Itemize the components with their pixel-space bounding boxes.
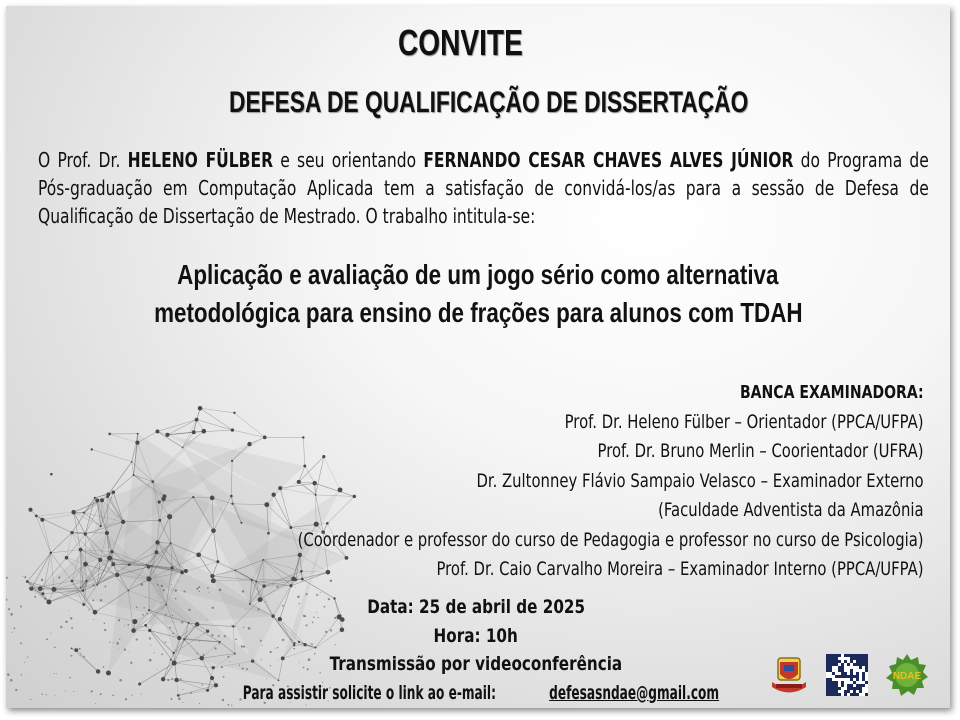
network-dust bbox=[196, 588, 198, 590]
qr-module bbox=[844, 672, 847, 675]
network-dust bbox=[104, 585, 106, 587]
qr-module bbox=[856, 675, 859, 678]
qr-module bbox=[859, 666, 862, 669]
network-dust bbox=[171, 590, 172, 591]
network-node bbox=[40, 518, 44, 522]
qr-module bbox=[853, 675, 856, 678]
qr-module bbox=[859, 687, 862, 690]
qr-module bbox=[838, 669, 841, 672]
qr-module bbox=[859, 660, 862, 663]
event-date: Data: 25 de abril de 2025 bbox=[367, 596, 585, 618]
network-node bbox=[262, 584, 265, 587]
network-dust bbox=[163, 589, 165, 591]
banca-member: Prof. Dr. Caio Carvalho Moreira – Examinador Interno (PPCA/UFPA) bbox=[436, 558, 924, 580]
qr-module bbox=[832, 663, 835, 666]
qr-module bbox=[862, 663, 865, 666]
qr-module bbox=[859, 690, 862, 693]
banca-member: Prof. Dr. Bruno Merlin – Coorientador (UFRA) bbox=[597, 440, 924, 462]
qr-module bbox=[865, 660, 868, 663]
qr-module bbox=[856, 654, 859, 657]
qr-module bbox=[838, 687, 841, 690]
network-node bbox=[71, 510, 76, 515]
network-node bbox=[50, 473, 53, 476]
qr-module bbox=[856, 663, 859, 666]
qr-module bbox=[856, 684, 859, 687]
qr-module bbox=[838, 693, 841, 696]
network-dust bbox=[22, 576, 23, 577]
network-node bbox=[65, 556, 69, 560]
qr-module bbox=[850, 657, 853, 660]
qr-module bbox=[862, 675, 865, 678]
qr-module bbox=[826, 654, 829, 657]
qr-module bbox=[826, 693, 829, 696]
qr-module bbox=[829, 690, 832, 693]
qr-module bbox=[844, 693, 847, 696]
network-node bbox=[26, 580, 29, 583]
qr-module bbox=[847, 675, 850, 678]
qr-module bbox=[856, 678, 859, 681]
network-node bbox=[94, 497, 96, 499]
qr-module bbox=[835, 657, 838, 660]
qr-module bbox=[841, 675, 844, 678]
qr-module bbox=[829, 693, 832, 696]
qr-module bbox=[856, 693, 859, 696]
qr-module bbox=[841, 684, 844, 687]
qr-module bbox=[856, 672, 859, 675]
qr-module bbox=[835, 690, 838, 693]
qr-module bbox=[865, 693, 868, 696]
network-node bbox=[82, 589, 85, 592]
qr-module bbox=[865, 666, 868, 669]
qr-module bbox=[862, 660, 865, 663]
network-node bbox=[111, 562, 115, 566]
network-node bbox=[110, 550, 113, 553]
network-link bbox=[27, 553, 50, 582]
event-link-prefix: Para assistir solicite o link ao e-mail: bbox=[243, 681, 497, 704]
qr-module bbox=[835, 654, 838, 657]
qr-module bbox=[826, 684, 829, 687]
network-node bbox=[112, 490, 116, 494]
ndae-logo bbox=[884, 652, 930, 698]
qr-module bbox=[832, 693, 835, 696]
network-dust bbox=[295, 587, 296, 588]
qr-module bbox=[841, 666, 844, 669]
network-node bbox=[83, 512, 85, 514]
intro-text-3: do Programa de Pós-graduação em Computação Aplicada tem a satisfação de convidá-los/as para a sessão de Defesa de Qualificação de Dissertação de Mestrado. O trabalho intitula-se: bbox=[38, 148, 929, 228]
qr-module bbox=[835, 681, 838, 684]
network-node bbox=[95, 498, 99, 502]
network-node bbox=[96, 584, 98, 586]
qr-module bbox=[859, 684, 862, 687]
network-node bbox=[50, 552, 52, 554]
qr-module bbox=[829, 684, 832, 687]
qr-module bbox=[832, 681, 835, 684]
network-node bbox=[98, 558, 102, 562]
qr-module bbox=[826, 666, 829, 669]
qr-module bbox=[850, 687, 853, 690]
qr-module bbox=[844, 675, 847, 678]
qr-module bbox=[853, 681, 856, 684]
qr-module bbox=[835, 663, 838, 666]
network-node bbox=[91, 448, 93, 450]
network-dust bbox=[85, 582, 86, 583]
qr-module bbox=[847, 684, 850, 687]
qr-module bbox=[844, 660, 847, 663]
qr-module bbox=[850, 693, 853, 696]
qr-module bbox=[835, 684, 838, 687]
banca-member: Dr. Zultonney Flávio Sampaio Velasco – Examinador Externo bbox=[476, 469, 924, 492]
qr-module bbox=[853, 693, 856, 696]
qr-module bbox=[847, 690, 850, 693]
banca-heading: BANCA EXAMINADORA: bbox=[740, 382, 924, 403]
qr-module bbox=[829, 666, 832, 669]
network-dust bbox=[6, 577, 8, 579]
page-title: CONVITE bbox=[398, 22, 523, 63]
qr-module bbox=[841, 672, 844, 675]
banca-member: (Faculdade Adventista da Amazônia bbox=[658, 499, 924, 521]
network-node bbox=[84, 532, 87, 535]
qr-module bbox=[835, 660, 838, 663]
network-node bbox=[86, 580, 88, 582]
network-node bbox=[38, 586, 43, 591]
qr-module bbox=[844, 654, 847, 657]
network-dust bbox=[219, 589, 222, 592]
network-node bbox=[100, 498, 104, 502]
qr-module bbox=[865, 657, 868, 660]
qr-module bbox=[838, 675, 841, 678]
network-node bbox=[80, 587, 82, 589]
network-dust bbox=[92, 584, 94, 586]
network-dust bbox=[161, 585, 163, 587]
banca-member: (Coordenador e professor do curso de Pedagogia e professor no curso de Psicologia) bbox=[297, 528, 924, 551]
qr-module bbox=[853, 690, 856, 693]
qr-module bbox=[832, 690, 835, 693]
qr-module bbox=[865, 654, 868, 657]
event-link-line bbox=[212, 679, 741, 708]
qr-module bbox=[829, 669, 832, 672]
qr-module bbox=[826, 681, 829, 684]
network-node bbox=[127, 590, 129, 592]
network-link bbox=[51, 533, 72, 553]
qr-module bbox=[832, 687, 835, 690]
qr-module bbox=[862, 672, 865, 675]
network-node bbox=[108, 433, 111, 436]
event-time: Hora: 10h bbox=[433, 624, 519, 647]
qr-module bbox=[850, 654, 853, 657]
qr-module bbox=[841, 669, 844, 672]
qr-module bbox=[859, 663, 862, 666]
network-node bbox=[52, 587, 57, 592]
network-link bbox=[42, 520, 50, 553]
qr-module bbox=[850, 672, 853, 675]
qr-module bbox=[856, 660, 859, 663]
network-node bbox=[83, 562, 88, 567]
qr-module bbox=[856, 657, 859, 660]
email-link[interactable]: defesasndae@gmail.com bbox=[549, 681, 720, 704]
qr-module bbox=[829, 654, 832, 657]
qr-module bbox=[829, 657, 832, 660]
qr-module bbox=[862, 654, 865, 657]
qr-module bbox=[826, 678, 829, 681]
qr-module bbox=[847, 654, 850, 657]
ndae-logo-text: NDAE bbox=[892, 671, 922, 682]
qr-module bbox=[829, 687, 832, 690]
banca-member: Prof. Dr. Heleno Fülber – Orientador (PPCA/UFPA) bbox=[565, 410, 924, 433]
network-node bbox=[100, 525, 102, 527]
invitation-card bbox=[6, 6, 950, 708]
qr-module bbox=[835, 687, 838, 690]
qr-module bbox=[865, 669, 868, 672]
qr-module bbox=[853, 687, 856, 690]
qr-module bbox=[838, 660, 841, 663]
qr-module bbox=[826, 690, 829, 693]
qr-module bbox=[850, 678, 853, 681]
qr-module bbox=[832, 660, 835, 663]
network-dust bbox=[175, 589, 178, 592]
qr-module bbox=[865, 681, 868, 684]
network-node bbox=[35, 515, 38, 518]
qr-module bbox=[826, 687, 829, 690]
qr-module bbox=[859, 657, 862, 660]
network-node bbox=[79, 548, 83, 552]
qr-module bbox=[853, 663, 856, 666]
qr-module bbox=[826, 663, 829, 666]
work-title-line-2: metodológica para ensino de frações para alunos com TDAH bbox=[153, 297, 803, 328]
network-node bbox=[71, 580, 74, 583]
qr-module bbox=[832, 654, 835, 657]
qr-module bbox=[862, 657, 865, 660]
qr-module bbox=[847, 663, 850, 666]
qr-module bbox=[865, 663, 868, 666]
qr-module bbox=[832, 684, 835, 687]
qr-module bbox=[862, 684, 865, 687]
page-subtitle: DEFESA DE QUALIFICAÇÃO DE DISSERTAÇÃO bbox=[229, 86, 749, 119]
intro-paragraph bbox=[38, 146, 929, 230]
network-dust bbox=[276, 586, 278, 588]
network-dust bbox=[24, 576, 26, 578]
qr-module bbox=[826, 669, 829, 672]
qr-module bbox=[856, 687, 859, 690]
work-title bbox=[6, 256, 950, 332]
network-node bbox=[105, 531, 109, 535]
qr-module bbox=[850, 669, 853, 672]
qr-module bbox=[829, 663, 832, 666]
qr-module bbox=[838, 654, 841, 657]
qr-module bbox=[850, 684, 853, 687]
examining-board bbox=[121, 378, 924, 585]
network-dust bbox=[29, 587, 32, 590]
network-node bbox=[107, 556, 112, 561]
qr-code-icon bbox=[826, 654, 868, 696]
qr-module bbox=[850, 675, 853, 678]
qr-module bbox=[853, 657, 856, 660]
qr-module bbox=[829, 681, 832, 684]
network-node bbox=[289, 584, 292, 587]
event-mode: Transmissão por videoconferência bbox=[329, 653, 623, 675]
network-dust bbox=[207, 587, 209, 589]
network-node bbox=[106, 495, 109, 498]
network-dust bbox=[58, 576, 60, 578]
student-name: FERNANDO CESAR CHAVES ALVES JÚNIOR bbox=[423, 148, 794, 172]
qr-module bbox=[850, 660, 853, 663]
network-dust bbox=[41, 579, 43, 581]
qr-module bbox=[835, 675, 838, 678]
qr-module bbox=[844, 690, 847, 693]
work-title-line-1: Aplicação e avaliação de um jogo sério como alternativa bbox=[177, 259, 779, 290]
ufpa-crest-logo bbox=[768, 654, 810, 696]
qr-module bbox=[832, 672, 835, 675]
qr-module bbox=[859, 654, 862, 657]
qr-module bbox=[853, 654, 856, 657]
qr-module bbox=[841, 663, 844, 666]
advisor-name: HELENO FÜLBER bbox=[127, 148, 274, 172]
qr-module bbox=[841, 681, 844, 684]
network-node bbox=[70, 531, 73, 534]
qr-module bbox=[847, 687, 850, 690]
qr-module bbox=[826, 660, 829, 663]
network-dust bbox=[198, 586, 200, 588]
network-node bbox=[115, 573, 119, 577]
network-node bbox=[28, 508, 32, 512]
network-link bbox=[42, 513, 83, 520]
qr-module bbox=[829, 678, 832, 681]
intro-text-1: O Prof. Dr. bbox=[38, 148, 128, 172]
qr-module bbox=[829, 660, 832, 663]
qr-module bbox=[835, 693, 838, 696]
qr-module bbox=[862, 678, 865, 681]
qr-module bbox=[832, 657, 835, 660]
network-link bbox=[51, 550, 81, 553]
network-dust bbox=[199, 591, 200, 592]
qr-module bbox=[838, 666, 841, 669]
intro-text-2: e seu orientando bbox=[273, 148, 424, 172]
qr-module bbox=[826, 657, 829, 660]
